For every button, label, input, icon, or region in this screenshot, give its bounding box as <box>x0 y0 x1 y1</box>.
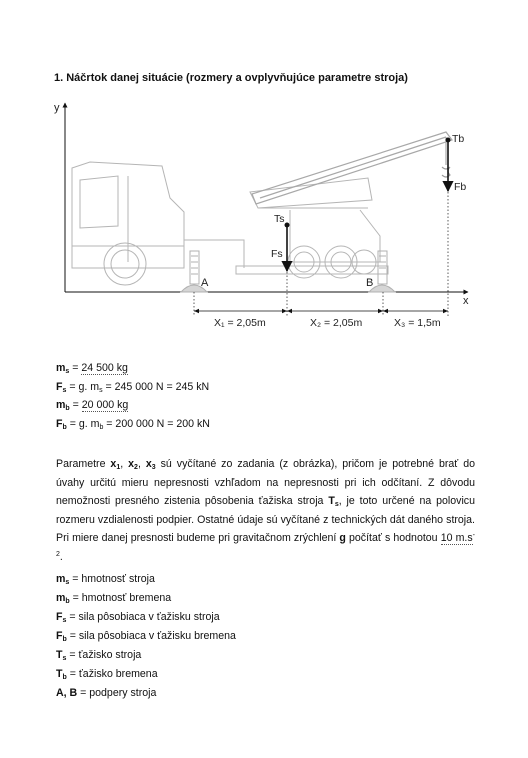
machine-sketch-diagram <box>0 0 528 358</box>
definition-fb: $F_b = g$. $m_b = 200$ 000 N = 200 kN <box>56 417 210 431</box>
dim-x2-label: X₂ = 2,05m <box>310 317 363 329</box>
section-heading: 1. Náčrtok danej situácie (rozmery a ovplyvňujúce parametre stroja) <box>54 72 408 84</box>
fb-label: Fb <box>454 181 467 193</box>
support-b-label: B <box>366 277 374 289</box>
truck-sketch <box>72 162 388 285</box>
legend-item: $F_b$ = sila pôsobiaca v ťažisku bremena <box>56 630 236 643</box>
legend-item: $m_s$ = hmotnosť stroja <box>56 573 155 586</box>
y-axis-label: y <box>54 102 60 114</box>
ts-label: Ts <box>274 213 285 225</box>
crane-boom <box>252 132 452 204</box>
definition-ms: $m_s = 24$ 500 kg <box>56 362 128 375</box>
tb-label: Tb <box>452 133 465 145</box>
legend-item: $m_b$ = hmotnosť bremena <box>56 592 172 605</box>
symbol-legend <box>56 570 236 703</box>
legend-item: $F_s$ = sila pôsobiaca v ťažisku stroja <box>56 611 220 624</box>
explanation-paragraph: Parametre $x_1$, $x_2$, $x_3$ sú vyčítané zo zadania (z obrázka), pričom je potrebné brať do úvahy určitú mieru nepresnosti vzhľadom na nepresnosti pri ich odčítaní. Z dôvodu nemožnosti presného zistenia pôsobenia ťažiska stroja $T_s$, je toto určené na polovicu rozmeru vzdialenosti podpier. Ostatné údaje sú vyčítané z technických dát daného stroja. Pri miere danej presnosti budeme pri gravitačnom zrýchlení g počítať s hodnotou 10 $m.s^{-2}$. <box>56 458 476 563</box>
legend-item: A, B = podpery stroja <box>56 687 157 699</box>
x-axis-label: x <box>463 295 469 307</box>
definitions-block <box>56 359 210 433</box>
support-a-label: A <box>201 277 209 289</box>
extension-lines <box>194 192 448 316</box>
definition-mb: $m_b = 20$ 000 kg <box>56 399 129 412</box>
dim-x1-label: X₁ = 2,05m <box>214 317 266 329</box>
fs-label: Fs <box>271 248 283 260</box>
legend-item: $T_b$ = ťažisko bremena <box>56 668 158 681</box>
dim-x3-label: X₃ = 1,5m <box>394 317 441 329</box>
legend-item: $T_s$ = ťažisko stroja <box>56 649 142 662</box>
definition-fs: $F_s = g$. $m_s = 245$ 000 N = 245 kN <box>56 380 210 394</box>
